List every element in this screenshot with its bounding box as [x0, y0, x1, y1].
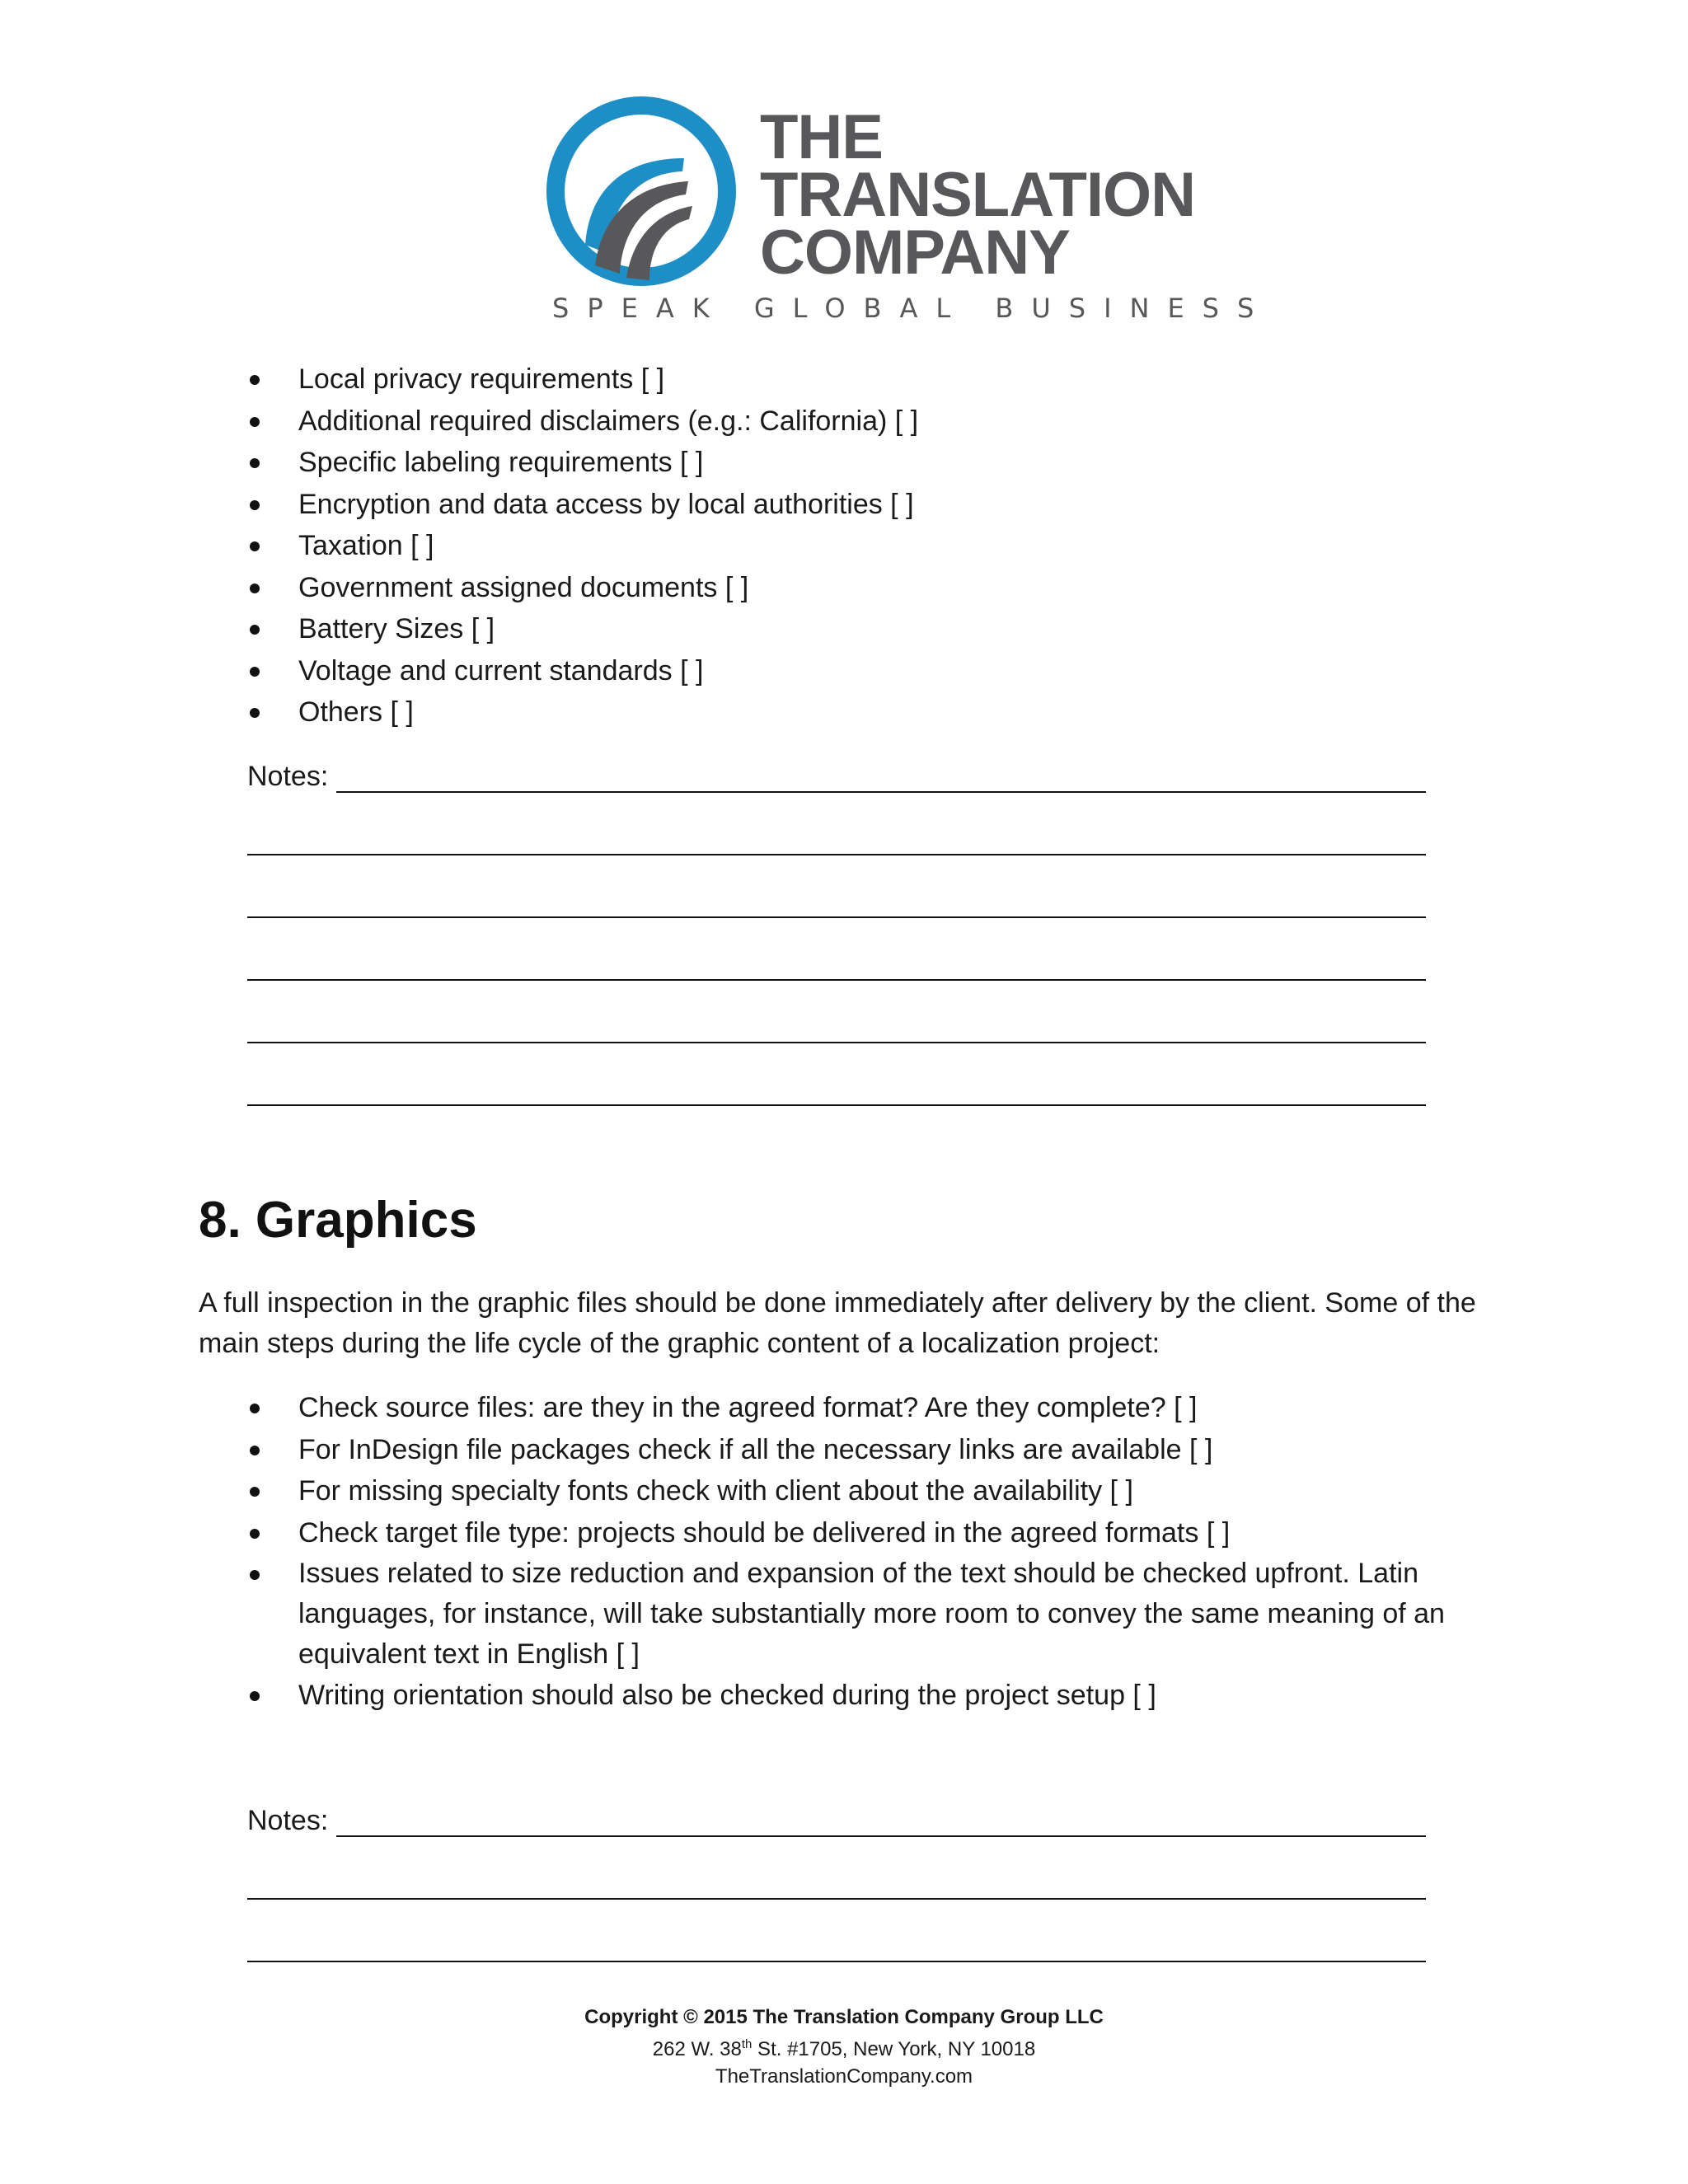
footer-address: 262 W. 38th St. #1705, New York, NY 10018 [652, 2037, 1036, 2060]
notes-label: Notes: [247, 1805, 329, 1836]
list-item: Check target file type: projects should be delivered in the agreed formats [ ] [247, 1512, 1484, 1554]
notes-line[interactable] [247, 1076, 1426, 1106]
list-item: Additional required disclaimers (e.g.: California) [ ] [247, 401, 918, 443]
list-item: Writing orientation should also be checked during the project setup [ ] [247, 1675, 1484, 1717]
notes-line[interactable] [247, 826, 1426, 855]
notes-section-2 [247, 1801, 1426, 1962]
logo-line-1: THE [760, 102, 883, 172]
page-footer [0, 2004, 1688, 2090]
notes-line[interactable] [336, 762, 1426, 793]
section7-checklist [247, 359, 918, 733]
section-heading: 8. Graphics [199, 1192, 477, 1249]
section8-checklist [247, 1387, 1484, 1717]
company-logo [544, 92, 1273, 331]
list-item: Check source files: are they in the agreed format? Are they complete? [ ] [247, 1387, 1484, 1429]
notes-label: Notes: [247, 761, 329, 792]
notes-line[interactable] [336, 1806, 1426, 1837]
list-item: Local privacy requirements [ ] [247, 359, 918, 401]
list-item: Battery Sizes [ ] [247, 608, 918, 650]
notes-section-1 [247, 757, 1426, 1106]
footer-copyright: Copyright © 2015 The Translation Company Group LLC [584, 2006, 1104, 2028]
footer-website: TheTranslationCompany.com [715, 2065, 973, 2088]
list-item: Issues related to size reduction and expansion of the text should be checked upfront. Latin languages, for instance, will take substantially more room to convey the same meaning of an equivalent text in English [ ] [247, 1554, 1484, 1675]
notes-line[interactable] [247, 888, 1426, 918]
logo-line-2: TRANSLATION [760, 160, 1195, 230]
notes-line[interactable] [247, 1933, 1426, 1962]
list-item: Government assigned documents [ ] [247, 567, 918, 609]
list-item: Specific labeling requirements [ ] [247, 442, 918, 484]
list-item: Voltage and current standards [ ] [247, 650, 918, 692]
list-item: For missing specialty fonts check with client about the availability [ ] [247, 1470, 1484, 1512]
list-item: Encryption and data access by local authorities [ ] [247, 484, 918, 526]
list-item: For InDesign file packages check if all the necessary links are available [ ] [247, 1429, 1484, 1471]
logo-line-3: COMPANY [760, 218, 1070, 288]
list-item: Others [ ] [247, 691, 918, 733]
notes-line[interactable] [247, 951, 1426, 981]
section-intro: A full inspection in the graphic files should be done immediately after delivery by the client. Some of the main steps during the life cycle of the graphic content of a localization project: [199, 1287, 1476, 1359]
logo-swoosh-icon [544, 92, 742, 290]
list-item: Taxation [ ] [247, 525, 918, 567]
notes-line[interactable] [247, 1870, 1426, 1900]
logo-tagline: SPEAK GLOBAL BUSINESS [552, 293, 1273, 324]
notes-line[interactable] [247, 1014, 1426, 1043]
